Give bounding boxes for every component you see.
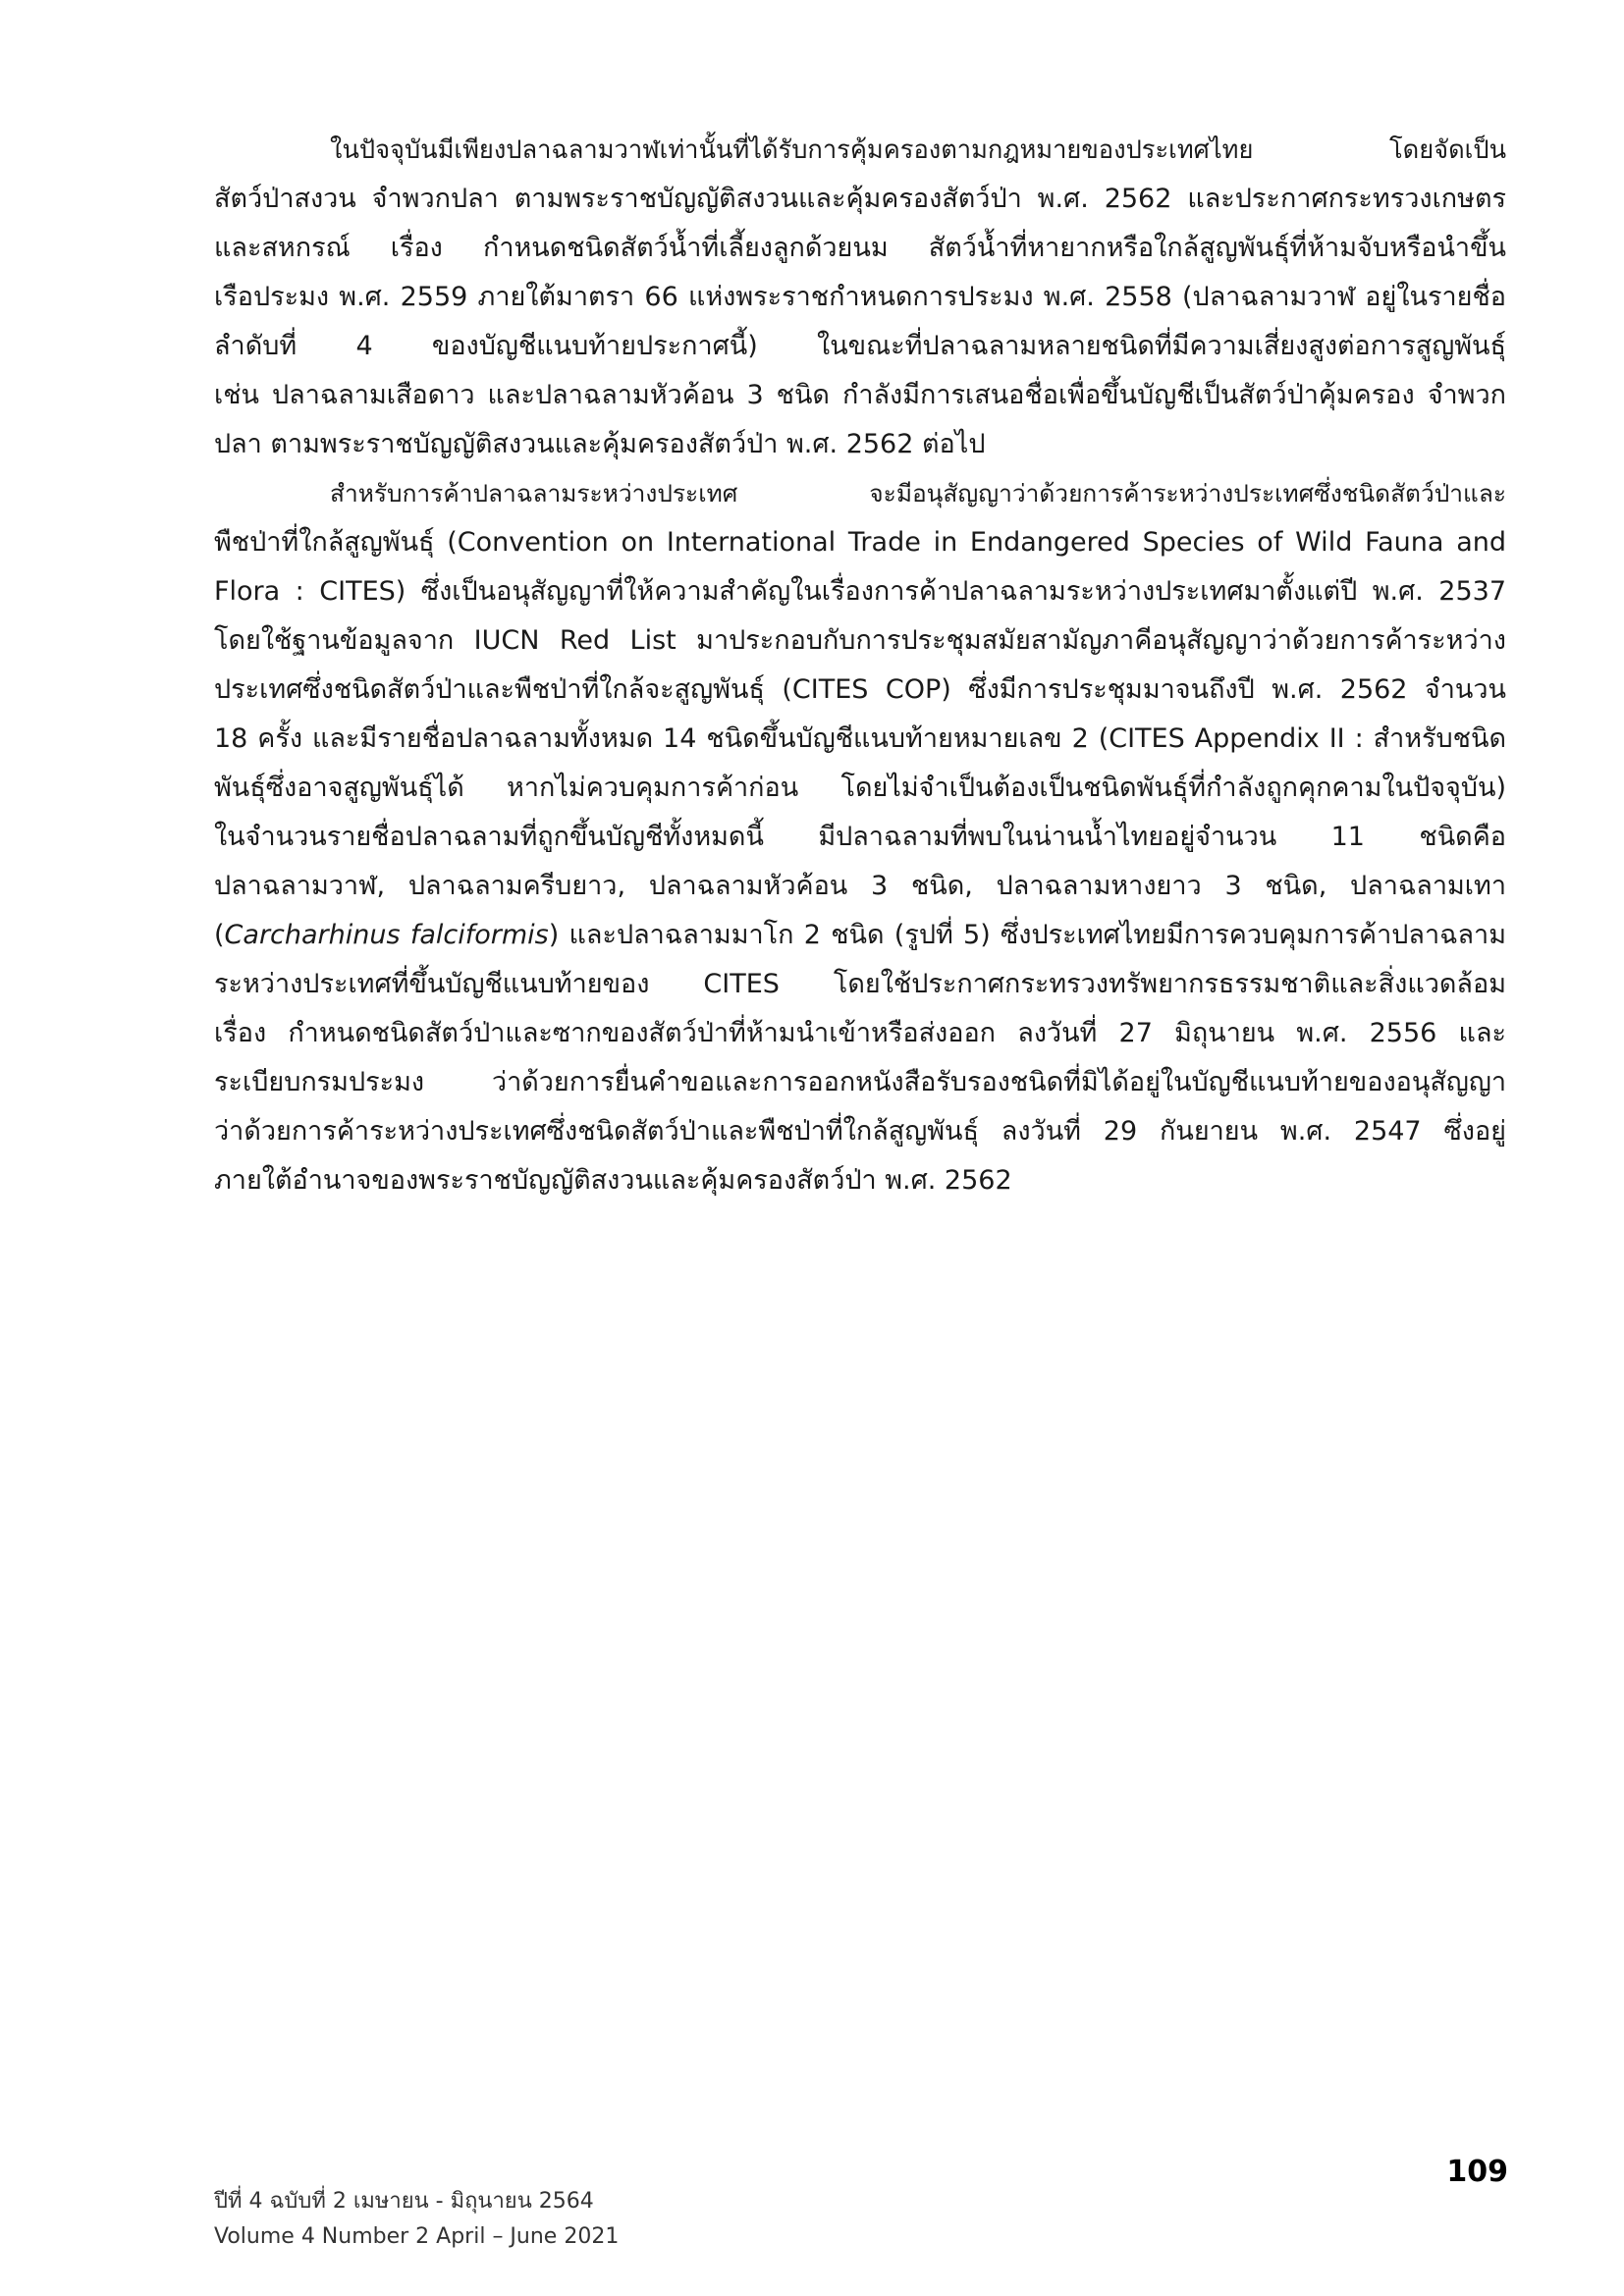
text-line: เช่น ปลาฉลามเสือดาว และปลาฉลามหัวค้อน 3 ชนิด กำลังมีการเสนอชื่อเพื่อขึ้นบัญชีเป็นสัตว์ป่าคุ้มครอง จำพวก — [214, 380, 1506, 410]
journal-footer — [214, 2184, 619, 2255]
text-line: ลำดับที่ 4 ของบัญชีแนบท้ายประกาศนี้) ในขณะที่ปลาฉลามหลายชนิดที่มีความเสี่ยงสูงต่อการสูญพันธุ์ — [214, 331, 1506, 361]
text-line: สัตว์ป่าสงวน จำพวกปลา ตามพระราชบัญญัติสงวนและคุ้มครองสัตว์ป่า พ.ศ. 2562 และประกาศกระทรวงเกษตร — [214, 184, 1506, 214]
text-line: โดยใช้ฐานข้อมูลจาก IUCN Red List มาประกอบกับการประชุมสมัยสามัญภาคีอนุสัญญาว่าด้วยการค้าระหว่าง — [214, 625, 1506, 656]
footer-issue-english: Volume 4 Number 2 April – June 2021 — [214, 2224, 620, 2249]
text-line: สำหรับการค้าปลาฉลามระหว่างประเทศ จะมีอนุสัญญาว่าด้วยการค้าระหว่างประเทศซึ่งชนิดสัตว์ป่าและ — [330, 479, 1506, 507]
text-line: ในจำนวนรายชื่อปลาฉลามที่ถูกขึ้นบัญชีทั้งหมดนี้ มีปลาฉลามที่พบในน่านน้ำไทยอยู่จำนวน 11 ชนิดคือ — [214, 822, 1506, 852]
text-line: พันธุ์ซึ่งอาจสูญพันธุ์ได้ หากไม่ควบคุมการค้าก่อน โดยไม่จำเป็นต้องเป็นชนิดพันธุ์ที่กำลังถูกคุกคามในปัจจุบัน) — [214, 773, 1506, 803]
text-line: ว่าด้วยการค้าระหว่างประเทศซึ่งชนิดสัตว์ป่าและพืชป่าที่ใกล้สูญพันธุ์ ลงวันที่ 29 กันยายน พ.ศ. 2547 ซึ่งอยู่ — [214, 1116, 1506, 1147]
text-line: ประเทศซึ่งชนิดสัตว์ป่าและพืชป่าที่ใกล้จะสูญพันธุ์ (CITES COP) ซึ่งมีการประชุมมาจนถึงปี พ.ศ. 2562 จำนวน — [214, 674, 1506, 705]
text-segment: ) และปลาฉลามมาโก 2 ชนิด (รูปที่ 5) ซึ่งประเทศไทยมีการควบคุมการค้าปลาฉลาม — [548, 920, 1507, 950]
text-line: ภายใต้อำนาจของพระราชบัญญัติสงวนและคุ้มครองสัตว์ป่า พ.ศ. 2562 — [214, 1165, 1012, 1196]
open-paren: ( — [214, 920, 225, 950]
footer-issue-thai: ปีที่ 4 ฉบับที่ 2 เมษายน - มิถุนายน 2564 — [214, 2189, 594, 2214]
text-line — [214, 911, 1506, 960]
page-number: 109 — [1446, 2155, 1508, 2189]
text-line: 18 ครั้ง และมีรายชื่อปลาฉลามทั้งหมด 14 ชนิดขึ้นบัญชีแนบท้ายหมายเลข 2 (CITES Appendix II : สำหรับชนิด — [214, 723, 1506, 754]
text-line: เรื่อง กำหนดชนิดสัตว์ป่าและซากของสัตว์ป่าที่ห้ามนำเข้าหรือส่งออก ลงวันที่ 27 มิถุนายน พ.ศ. 2556 และ — [214, 1018, 1506, 1048]
text-line: ปลาฉลามวาฬ, ปลาฉลามครีบยาว, ปลาฉลามหัวค้อน 3 ชนิด, ปลาฉลามหางยาว 3 ชนิด, ปลาฉลามเทา — [214, 871, 1506, 901]
text-line: พืชป่าที่ใกล้สูญพันธุ์ (Convention on International Trade in Endangered Species of Wild Fauna and — [214, 527, 1506, 558]
scientific-name: Carcharhinus falciformis — [224, 920, 549, 950]
text-line: และสหกรณ์ เรื่อง กำหนดชนิดสัตว์น้ำที่เลี้ยงลูกด้วยนม สัตว์น้ำที่หายากหรือใกล้สูญพันธุ์ที่ห้ามจับหรือนำขึ้น — [214, 233, 1506, 263]
text-line: ระหว่างประเทศที่ขึ้นบัญชีแนบท้ายของ CITES โดยใช้ประกาศกระทรวงทรัพยากรธรรมชาติและสิ่งแวดล้อม — [214, 969, 1506, 999]
article-body — [214, 126, 1506, 1205]
text-line: ในปัจจุบันมีเพียงปลาฉลามวาฬเท่านั้นที่ได้รับการคุ้มครองตามกฎหมายของประเทศไทย โดยจัดเป็น — [330, 135, 1506, 165]
text-line: Flora : CITES) ซึ่งเป็นอนุสัญญาที่ให้ความสำคัญในเรื่องการค้าปลาฉลามระหว่างประเทศมาตั้งแต่ปี พ.ศ. 2537 — [214, 576, 1506, 607]
paragraph-whale-shark-protection — [214, 126, 1506, 469]
text-line: ปลา ตามพระราชบัญญัติสงวนและคุ้มครองสัตว์ป่า พ.ศ. 2562 ต่อไป — [214, 429, 986, 459]
text-line: เรือประมง พ.ศ. 2559 ภายใต้มาตรา 66 แห่งพระราชกำหนดการประมง พ.ศ. 2558 (ปลาฉลามวาฬ อยู่ในรายชื่อ — [214, 282, 1506, 312]
text-line: ระเบียบกรมประมง ว่าด้วยการยื่นคำขอและการออกหนังสือรับรองชนิดที่มิได้อยู่ในบัญชีแนบท้ายของอนุสัญญา — [214, 1067, 1506, 1097]
paragraph-cites-trade — [214, 469, 1506, 1205]
